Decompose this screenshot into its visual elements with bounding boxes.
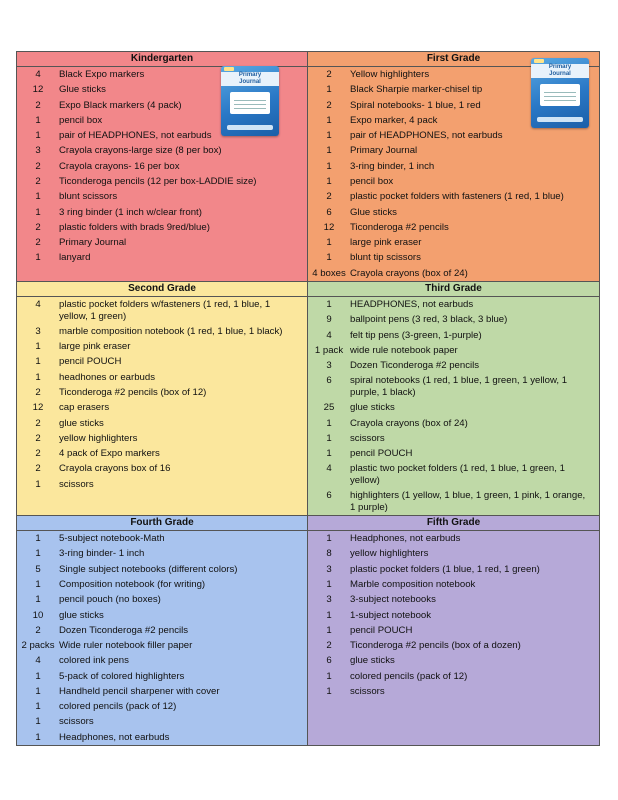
item-quantity: 12 — [32, 84, 44, 96]
list-item — [308, 714, 599, 729]
list-item — [308, 416, 599, 431]
item-quantity: 1 — [326, 609, 332, 621]
list-item — [17, 638, 307, 653]
third-title: Third Grade — [308, 282, 599, 297]
list-item — [308, 669, 599, 684]
item-quantity: 6 — [326, 655, 332, 667]
item-description: Crayola crayons box of 16 — [59, 463, 171, 475]
item-quantity: 2 — [35, 386, 41, 398]
item-description: Crayola crayons (box of 24) — [350, 417, 468, 429]
item-description: Expo Black markers (4 pack) — [59, 99, 182, 111]
item-quantity: 1 — [326, 624, 332, 636]
list-item — [17, 220, 307, 235]
item-description: Black Sharpie marker-chisel tip — [350, 84, 483, 96]
item-description: Primary Journal — [59, 237, 127, 249]
item-quantity: 4 — [326, 329, 332, 341]
item-description: headhones or earbuds — [59, 371, 156, 383]
item-description: Glue sticks — [350, 206, 397, 218]
item-quantity: 1 — [326, 252, 332, 264]
item-description: pencil pouch (no boxes) — [59, 594, 161, 606]
list-item — [308, 205, 599, 220]
list-item — [17, 235, 307, 250]
item-quantity: 1 — [326, 432, 332, 444]
item-description: 3-ring binder- 1 inch — [59, 548, 145, 560]
item-description: Crayola crayons- 16 per box — [59, 160, 180, 172]
item-quantity: 2 — [35, 237, 41, 249]
list-item — [17, 669, 307, 684]
item-quantity: 1 — [35, 578, 41, 590]
list-item — [308, 653, 599, 668]
supply-list-table — [16, 51, 600, 746]
item-quantity: 4 boxes — [312, 267, 346, 279]
item-quantity: 2 — [35, 221, 41, 233]
list-item — [17, 324, 307, 339]
list-item — [17, 266, 307, 281]
list-item — [17, 684, 307, 699]
item-quantity: 8 — [326, 548, 332, 560]
item-description: pencil POUCH — [350, 624, 413, 636]
item-quantity: 1 — [35, 206, 41, 218]
item-quantity: 6 — [326, 206, 332, 218]
list-item — [17, 461, 307, 476]
list-item — [308, 235, 599, 250]
list-item — [17, 174, 307, 189]
item-quantity: 1 — [326, 298, 332, 310]
item-description: yellow highlighters — [350, 548, 429, 560]
item-quantity: 2 — [35, 624, 41, 636]
list-item — [308, 488, 599, 515]
fifth-grade-section — [308, 516, 599, 745]
row-4-5 — [17, 515, 599, 745]
third-grade-section — [308, 282, 599, 515]
list-item — [17, 446, 307, 461]
item-quantity: 1 — [35, 594, 41, 606]
item-description: pencil box — [350, 175, 394, 187]
item-quantity: 1 — [326, 417, 332, 429]
item-description: pencil POUCH — [350, 448, 413, 460]
list-item — [17, 385, 307, 400]
item-description: Ticonderoga pencils (12 per box-LADDIE size) — [59, 175, 257, 187]
item-quantity: 4 — [35, 69, 41, 80]
list-item — [17, 714, 307, 729]
item-description: glue sticks — [350, 655, 395, 667]
item-quantity: 1 — [35, 731, 41, 743]
item-description: Headphones, not earbuds — [350, 533, 461, 545]
item-description: plastic two pocket folders (1 red, 1 blue, 1 green, 1 yellow) — [350, 463, 565, 486]
list-item — [17, 608, 307, 623]
list-item — [308, 546, 599, 561]
list-item — [308, 431, 599, 446]
list-item — [17, 699, 307, 714]
list-item — [17, 592, 307, 607]
item-description: colored ink pens — [59, 655, 129, 667]
item-quantity: 3 — [35, 325, 41, 337]
list-item — [308, 358, 599, 373]
item-quantity: 1 pack — [314, 344, 344, 356]
item-quantity: 1 — [35, 114, 41, 126]
item-quantity: 2 — [326, 69, 332, 80]
item-description: glue sticks — [59, 417, 104, 429]
item-description: pencil box — [59, 114, 103, 126]
list-item — [308, 400, 599, 415]
item-description: 5-subject notebook-Math — [59, 533, 165, 545]
item-description: Primary Journal — [350, 145, 418, 157]
item-description: Marble composition notebook — [350, 578, 476, 590]
item-description: Composition notebook (for writing) — [59, 578, 206, 590]
item-quantity: 5 — [35, 563, 41, 575]
list-item — [308, 266, 599, 281]
item-quantity: 2 — [326, 99, 332, 111]
item-quantity: 1 — [326, 114, 332, 126]
item-quantity: 2 — [35, 99, 41, 111]
item-description: plastic pocket folders w/fasteners (1 red, 1 blue, 1 yellow, 1 green) — [59, 298, 271, 322]
item-quantity: 12 — [323, 221, 335, 233]
item-description: pair of HEADPHONES, not earbuds — [59, 130, 212, 142]
item-quantity: 4 — [35, 655, 41, 667]
list-item — [308, 328, 599, 343]
item-description: Wide ruler notebook filler paper — [59, 640, 193, 652]
item-quantity: 1 — [35, 478, 41, 490]
item-description: Ticonderoga #2 pencils (box of 12) — [59, 386, 207, 398]
item-quantity: 6 — [326, 375, 332, 387]
item-quantity: 2 — [35, 463, 41, 475]
item-quantity: 1 — [326, 145, 332, 157]
list-item — [308, 638, 599, 653]
list-item — [308, 699, 599, 714]
item-description: Black Expo markers — [59, 69, 145, 80]
list-item — [308, 577, 599, 592]
list-item — [17, 546, 307, 561]
item-quantity: 6 — [326, 490, 332, 502]
item-quantity: 1 — [35, 716, 41, 728]
item-quantity: 1 — [326, 448, 332, 460]
item-description: Crayola crayons-large size (8 per box) — [59, 145, 222, 157]
item-quantity: 1 — [326, 670, 332, 682]
item-quantity: 1 — [326, 160, 332, 172]
item-description: yellow highlighters — [59, 432, 138, 444]
item-description: plastic pocket folders with fasteners (1 red, 1 blue) — [350, 191, 564, 203]
item-description: Dozen Ticonderoga #2 pencils — [350, 360, 480, 372]
item-quantity: 25 — [323, 402, 335, 414]
item-quantity: 10 — [32, 609, 44, 621]
item-description: HEADPHONES, not earbuds — [350, 298, 474, 310]
item-description: marble composition notebook (1 red, 1 blue, 1 black) — [59, 325, 283, 337]
list-item — [17, 431, 307, 446]
item-quantity: 2 — [35, 175, 41, 187]
list-item — [308, 189, 599, 204]
item-quantity: 3 — [326, 360, 332, 372]
item-quantity: 9 — [326, 314, 332, 326]
list-item — [308, 297, 599, 312]
list-item — [17, 577, 307, 592]
item-description: glue sticks — [350, 402, 395, 414]
item-quantity: 1 — [35, 685, 41, 697]
list-item — [17, 730, 307, 745]
item-quantity: 2 packs — [21, 640, 55, 652]
item-description: scissors — [350, 432, 385, 444]
kindergarten-title: Kindergarten — [17, 52, 307, 67]
fifth-title: Fifth Grade — [308, 516, 599, 531]
list-item — [17, 623, 307, 638]
row-k-1 — [17, 52, 599, 281]
list-item — [308, 562, 599, 577]
first-title: First Grade — [308, 52, 599, 67]
item-description: 3 ring binder (1 inch w/clear front) — [59, 206, 202, 218]
item-description: Yellow highlighters — [350, 69, 430, 80]
item-description: large pink eraser — [59, 341, 131, 353]
item-quantity: 1 — [35, 130, 41, 142]
item-description: Single subject notebooks (different colors) — [59, 563, 238, 575]
item-quantity: 12 — [32, 402, 44, 414]
item-quantity: 2 — [35, 432, 41, 444]
fourth-title: Fourth Grade — [17, 516, 307, 531]
list-item — [308, 220, 599, 235]
primary-journal-image: Primary Journal — [531, 58, 589, 128]
item-description: lanyard — [59, 252, 91, 264]
list-item — [308, 531, 599, 546]
item-quantity: 1 — [35, 341, 41, 353]
list-item — [308, 608, 599, 623]
item-description: 3-ring binder, 1 inch — [350, 160, 435, 172]
list-item — [308, 312, 599, 327]
list-item — [17, 189, 307, 204]
item-quantity: 1 — [35, 670, 41, 682]
item-description: pair of HEADPHONES, not earbuds — [350, 130, 503, 142]
item-description: 5-pack of colored highlighters — [59, 670, 185, 682]
item-quantity: 1 — [35, 533, 41, 545]
second-grade-section — [17, 282, 308, 515]
list-item — [17, 653, 307, 668]
list-item — [17, 250, 307, 265]
item-quantity: 1 — [326, 130, 332, 142]
row-2-3 — [17, 281, 599, 515]
list-item — [17, 205, 307, 220]
list-item — [308, 343, 599, 358]
item-quantity: 1 — [35, 356, 41, 368]
item-quantity: 3 — [326, 594, 332, 606]
item-quantity: 4 — [326, 463, 332, 475]
item-quantity: 4 — [35, 298, 41, 310]
item-quantity: 2 — [35, 160, 41, 172]
list-item — [17, 477, 307, 492]
item-quantity: 1 — [326, 175, 332, 187]
item-quantity: 2 — [326, 191, 332, 203]
item-description: scissors — [59, 716, 94, 728]
item-description: 4 pack of Expo markers — [59, 448, 160, 460]
item-quantity: 1 — [326, 237, 332, 249]
list-item — [17, 159, 307, 174]
item-description: blunt tip scissors — [350, 252, 421, 264]
item-quantity: 1 — [35, 701, 41, 713]
list-item — [17, 354, 307, 369]
item-quantity: 1 — [35, 252, 41, 264]
item-description: wide rule notebook paper — [350, 344, 458, 356]
item-description: colored pencils (pack of 12) — [59, 701, 177, 713]
item-description: Spiral notebooks- 1 blue, 1 red — [350, 99, 481, 111]
list-item — [17, 370, 307, 385]
fourth-grade-section — [17, 516, 308, 745]
list-item — [308, 143, 599, 158]
item-description: ballpoint pens (3 red, 3 black, 3 blue) — [350, 314, 508, 326]
list-item — [308, 623, 599, 638]
item-description: 1-subject notebook — [350, 609, 432, 621]
list-item — [17, 416, 307, 431]
item-quantity: 1 — [326, 685, 332, 697]
item-description: spiral notebooks (1 red, 1 blue, 1 green, 1 yellow, 1 purple, 1 black) — [350, 375, 568, 398]
list-item — [17, 143, 307, 158]
item-quantity: 1 — [326, 84, 332, 96]
item-description: large pink eraser — [350, 237, 422, 249]
item-quantity: 1 — [326, 578, 332, 590]
list-item — [17, 562, 307, 577]
item-description: Ticonderoga #2 pencils — [350, 221, 449, 233]
item-description: pencil POUCH — [59, 356, 122, 368]
item-description: plastic pocket folders (1 blue, 1 red, 1 green) — [350, 563, 540, 575]
list-item — [308, 250, 599, 265]
item-description: Handheld pencil sharpener with cover — [59, 685, 220, 697]
item-description: glue sticks — [59, 609, 104, 621]
item-quantity: 1 — [35, 191, 41, 203]
list-item — [308, 730, 599, 745]
item-description: highlighters (1 yellow, 1 blue, 1 green, 1 pink, 1 orange, 1 purple) — [350, 490, 586, 513]
item-description: Glue sticks — [59, 84, 106, 96]
list-item — [308, 373, 599, 400]
item-description: Crayola crayons (box of 24) — [350, 267, 468, 279]
item-quantity: 1 — [35, 548, 41, 560]
item-quantity: 2 — [326, 640, 332, 652]
first-grade-section — [308, 52, 599, 281]
list-item — [308, 592, 599, 607]
list-item — [17, 297, 307, 324]
item-description: Dozen Ticonderoga #2 pencils — [59, 624, 189, 636]
list-item — [308, 128, 599, 143]
list-item — [308, 159, 599, 174]
list-item — [308, 174, 599, 189]
item-description: scissors — [59, 478, 94, 490]
list-item — [308, 461, 599, 488]
item-quantity: 1 — [326, 533, 332, 545]
item-quantity: 3 — [326, 563, 332, 575]
list-item — [308, 446, 599, 461]
item-description: 3-subject notebooks — [350, 594, 436, 606]
primary-journal-image: Primary Journal — [221, 66, 279, 136]
item-quantity: 2 — [35, 417, 41, 429]
list-item — [308, 684, 599, 699]
item-quantity: 1 — [35, 371, 41, 383]
item-quantity: 3 — [35, 145, 41, 157]
item-description: plastic folders with brads 9red/blue) — [59, 221, 210, 233]
list-item — [17, 531, 307, 546]
item-quantity: 2 — [35, 448, 41, 460]
item-description: Expo marker, 4 pack — [350, 114, 438, 126]
item-description: Headphones, not earbuds — [59, 731, 170, 743]
item-description: cap erasers — [59, 402, 110, 414]
item-description: colored pencils (pack of 12) — [350, 670, 468, 682]
item-description: scissors — [350, 685, 385, 697]
item-description: Ticonderoga #2 pencils (box of a dozen) — [350, 640, 521, 652]
second-title: Second Grade — [17, 282, 307, 297]
list-item — [17, 339, 307, 354]
item-description: felt tip pens (3-green, 1-purple) — [350, 329, 482, 341]
list-item — [17, 400, 307, 415]
item-description: blunt scissors — [59, 191, 118, 203]
kindergarten-section — [17, 52, 308, 281]
